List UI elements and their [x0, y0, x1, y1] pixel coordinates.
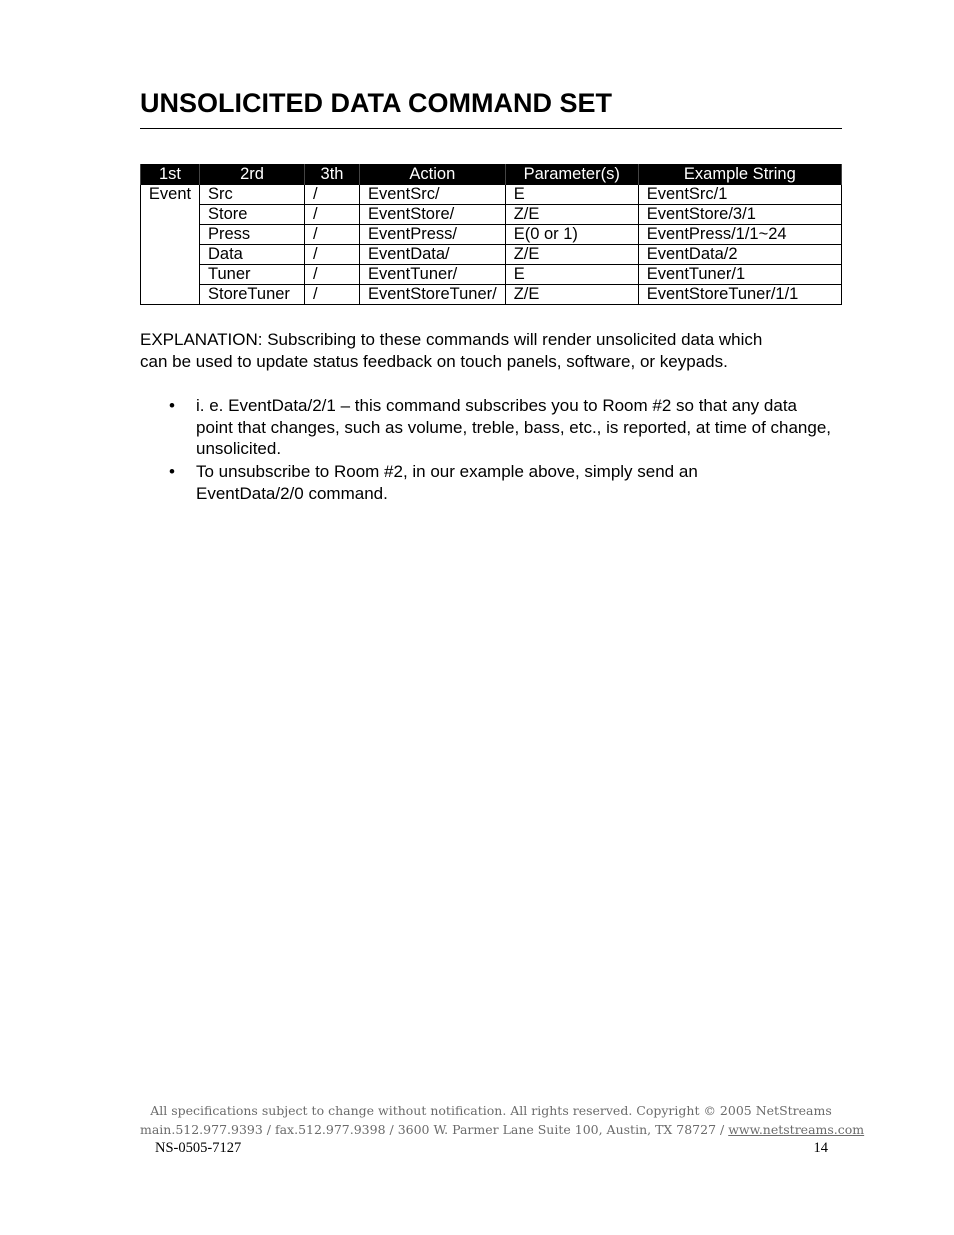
footer-website-link[interactable]: www.netstreams.com: [728, 1122, 865, 1137]
footer-copyright: All specifications subject to change without notification. All rights reserved. Copyright © 2005 NetStreams: [150, 1103, 832, 1118]
cell-second: Store: [200, 205, 305, 225]
cell-action: EventPress/: [360, 225, 506, 245]
cell-params: Z/E: [505, 285, 638, 305]
table-row: [141, 225, 842, 245]
bullet-line: point that changes, such as volume, treble, bass, etc., is reported, at time of change,: [196, 417, 832, 437]
header-parameters: Parameter(s): [505, 164, 638, 185]
table-row: [141, 285, 842, 305]
first-col-event: Event: [141, 185, 200, 305]
command-table: [140, 164, 842, 305]
footer-contact-text: main.512.977.9393 / fax.512.977.9398 / 3600 W. Parmer Lane Suite 100, Austin, TX 78727 /: [140, 1122, 729, 1137]
cell-params: E(0 or 1): [505, 225, 638, 245]
cell-third: /: [305, 285, 360, 305]
bullet-icon: •: [169, 396, 175, 415]
cell-params: E: [505, 185, 638, 205]
cell-example: EventTuner/1: [638, 265, 841, 285]
title-divider: [140, 128, 842, 129]
footer: [140, 1101, 865, 1139]
cell-params: Z/E: [505, 205, 638, 225]
header-action: Action: [360, 164, 506, 185]
explanation-line: can be used to update status feedback on touch panels, software, or keypads.: [140, 352, 728, 371]
cell-params: Z/E: [505, 245, 638, 265]
cell-third: /: [305, 265, 360, 285]
bullet-line: unsolicited.: [196, 439, 282, 458]
cell-example: EventStoreTuner/1/1: [638, 285, 841, 305]
explanation-line: EXPLANATION: Subscribing to these commands will render unsolicited data which: [140, 330, 763, 349]
cell-example: EventData/2: [638, 245, 841, 265]
header-3rd: 3th: [305, 164, 360, 185]
bullet-line: To unsubscribe to Room #2, in our example above, simply send an: [196, 462, 698, 481]
cell-action: EventStore/: [360, 205, 506, 225]
list-item: [140, 395, 900, 460]
cell-third: /: [305, 185, 360, 205]
cell-example: EventSrc/1: [638, 185, 841, 205]
header-2nd: 2rd: [200, 164, 305, 185]
cell-example: EventPress/1/1~24: [638, 225, 841, 245]
footer-contact: [140, 1120, 865, 1139]
table-header-row: [141, 164, 842, 185]
header-example-string: Example String: [638, 164, 841, 185]
cell-params: E: [505, 265, 638, 285]
cell-second: Tuner: [200, 265, 305, 285]
cell-third: /: [305, 205, 360, 225]
table-row: [141, 205, 842, 225]
page-title: UNSOLICITED DATA COMMAND SET: [140, 88, 612, 118]
table-row: [141, 265, 842, 285]
bullet-line: EventData/2/0 command.: [196, 483, 388, 503]
cell-third: /: [305, 225, 360, 245]
bullet-line: i. e. EventData/2/1 – this command subscribes you to Room #2 so that any data: [196, 396, 797, 415]
document-number: NS-0505-7127: [155, 1140, 242, 1156]
list-item: [140, 461, 900, 504]
cell-action: EventStoreTuner/: [360, 285, 506, 305]
table-row: [141, 245, 842, 265]
cell-second: Data: [200, 245, 305, 265]
bullet-icon: •: [169, 462, 175, 481]
cell-second: StoreTuner: [200, 285, 305, 305]
cell-action: EventSrc/: [360, 185, 506, 205]
cell-second: Src: [200, 185, 305, 205]
cell-third: /: [305, 245, 360, 265]
header-1st: 1st: [141, 164, 200, 185]
table-row: [141, 185, 842, 205]
cell-action: EventTuner/: [360, 265, 506, 285]
explanation-paragraph: [140, 329, 860, 373]
page-number: 14: [813, 1140, 828, 1156]
cell-action: EventData/: [360, 245, 506, 265]
cell-example: EventStore/3/1: [638, 205, 841, 225]
cell-second: Press: [200, 225, 305, 245]
bullet-list: [140, 395, 900, 506]
